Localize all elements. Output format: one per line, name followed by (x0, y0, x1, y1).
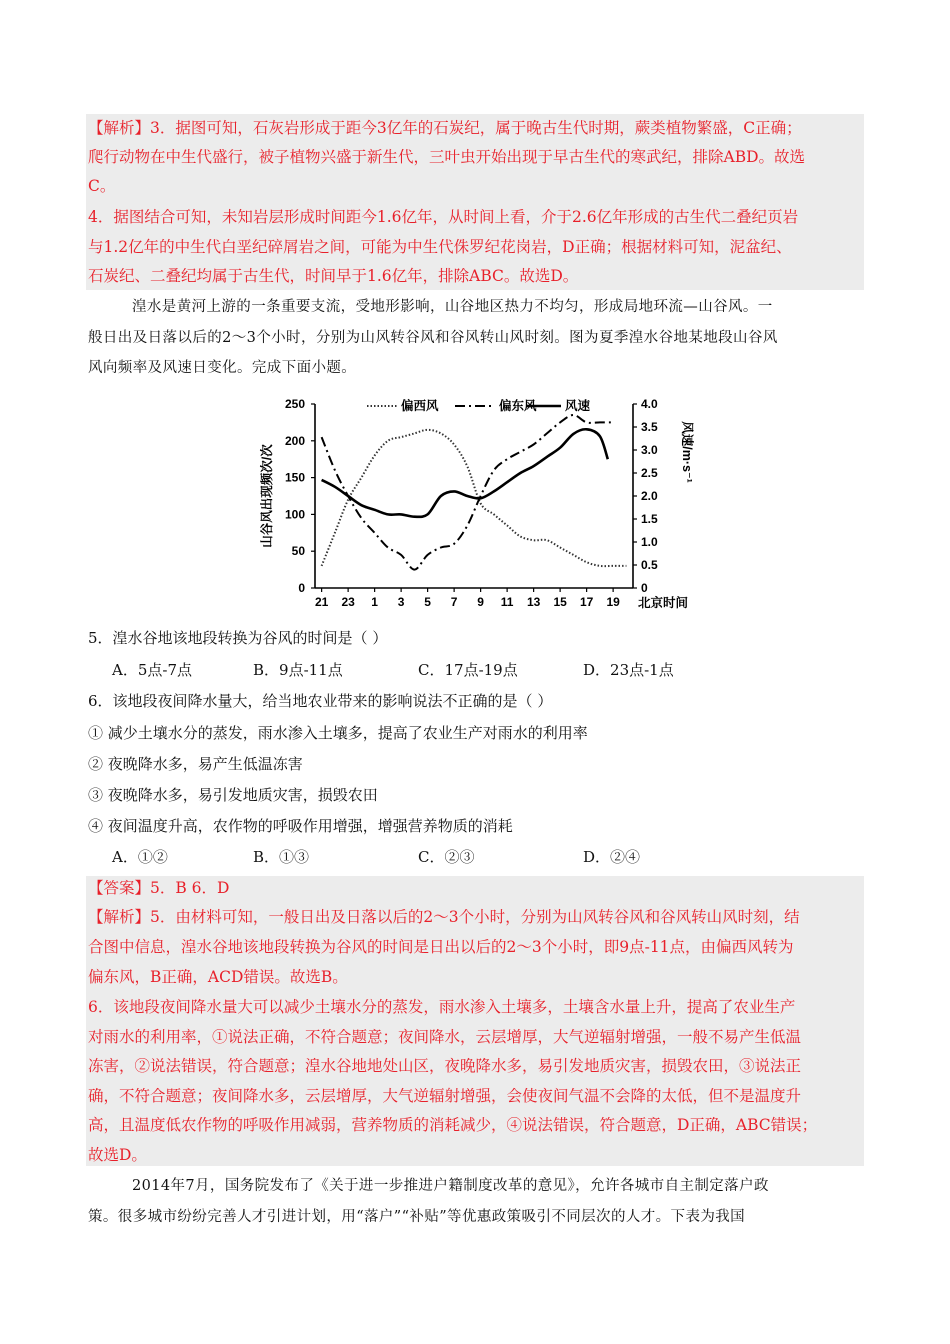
question-5-option-b[interactable]: B．9点-11点 (253, 661, 343, 679)
chart-series (322, 415, 627, 570)
analysis-line: 【解析】5．由材料可知，一般日出及日落以后的2～3个小时，分别为山风转谷风和谷风转山风时刻，结 (88, 908, 800, 926)
passage-line: 2014年7月，国务院发布了《关于进一步推进户籍制度改革的意见》，允许各城市自主制定落户政 (132, 1178, 769, 1194)
y-tick-label-left: 0 (298, 581, 305, 595)
x-tick-label: 1 (371, 595, 378, 609)
analysis-line: 爬行动物在中生代盛行，被子植物兴盛于新生代，三叶虫开始出现于早古生代的寒武纪，排除ABD。故选 (88, 148, 806, 166)
question-6-option-d[interactable]: D．②④ (583, 848, 641, 866)
y-tick-label-right: 4.0 (641, 397, 658, 411)
analysis-line: 与1.2亿年的中生代白垩纪碎屑岩之间，可能为中生代侏罗纪花岗岩，D正确；根据材料可知，泥盆纪、 (88, 238, 792, 256)
analysis-block-1 (86, 114, 864, 290)
y-tick-label-right: 1.0 (641, 535, 658, 549)
passage-line: 般日出及日落以后的2～3个小时，分别为山风转谷风和谷风转山风时刻。图为夏季湟水谷地某地段山谷风 (88, 330, 778, 346)
y-axis-label-right: 风速/m·s⁻¹ (680, 421, 694, 483)
y-tick-label-left: 100 (284, 507, 305, 522)
y-tick-label-left: 150 (284, 470, 305, 485)
question-5-stem: 5．湟水谷地该地段转换为谷风的时间是（ ） (88, 629, 388, 647)
y-tick-label-right: 2.0 (641, 489, 658, 503)
x-tick-label: 23 (341, 595, 355, 609)
question-6-option-a[interactable]: A．①② (112, 848, 168, 866)
question-6-stem: 6．该地段夜间降水量大，给当地农业带来的影响说法不正确的是（ ） (88, 692, 553, 710)
question-6-statement: ① 减少土壤水分的蒸发，雨水渗入土壤多，提高了农业生产对雨水的利用率 (88, 724, 588, 742)
y-axis-label-left: 山谷风出现频次/次 (260, 444, 274, 548)
question-5-option-d[interactable]: D．23点-1点 (583, 661, 674, 679)
analysis-line: 合图中信息，湟水谷地该地段转换为谷风的时间是日出以后的2～3个小时，即9点-11点，由偏西风转为 (88, 938, 794, 956)
y-tick-label-right: 2.5 (641, 466, 658, 480)
y-tick-label-left: 250 (284, 397, 305, 411)
analysis-line: 高，且温度低农作物的呼吸作用减弱，营养物质的消耗减少，④说法错误，符合题意，D正确，ABC错误； (88, 1116, 818, 1134)
analysis-line: 6．该地段夜间降水量大可以减少土壤水分的蒸发，雨水渗入土壤多，土壤含水量上升，提高了农业生产 (88, 998, 796, 1016)
analysis-line: 对雨水的利用率，①说法正确，不符合题意；夜间降水，云层增厚，大气逆辐射增强，一般不易产生低温 (88, 1028, 802, 1046)
x-axis-label: 北京时间 (637, 596, 689, 610)
analysis-line: 故选D。 (88, 1146, 147, 1164)
question-6-statement: ③ 夜晚降水多，易引发地质灾害，损毁农田 (88, 786, 378, 804)
passage-line: 湟水是黄河上游的一条重要支流，受地形影响，山谷地区热力不均匀，形成局地环流—山谷风。一 (132, 299, 773, 315)
y-tick-label-right: 0 (641, 581, 648, 595)
analysis-line: 冻害，②说法错误，符合题意；湟水谷地地处山区，夜晚降水多，易引发地质灾害，损毁农田，③说法正 (88, 1057, 802, 1075)
y-tick-label-right: 0.5 (641, 558, 658, 572)
x-tick-label: 9 (477, 595, 484, 609)
y-tick-label-left: 50 (291, 544, 305, 559)
x-tick-label: 3 (397, 595, 405, 609)
x-tick-label: 17 (579, 595, 594, 609)
question-5-option-c[interactable]: C．17点-19点 (418, 661, 518, 679)
y-tick-label-right: 3.0 (641, 443, 658, 457)
y-tick-label-right: 1.5 (641, 512, 658, 526)
analysis-line: 偏东风，B正确，ACD错误。故选B。 (88, 968, 348, 986)
x-tick-label: 7 (450, 595, 458, 609)
x-tick-label: 5 (424, 595, 431, 609)
analysis-line: 【解析】3．据图可知，石灰岩形成于距今3亿年的石炭纪，属于晚古生代时期，蕨类植物繁盛，C正确； (88, 119, 802, 137)
y-tick-label-right: 3.5 (641, 420, 658, 434)
question-6-statement: ② 夜晚降水多，易产生低温冻害 (88, 755, 303, 773)
passage-line: 风向频率及风速日变化。完成下面小题。 (88, 360, 357, 376)
question-6-option-b[interactable]: B．①③ (253, 848, 310, 866)
analysis-line: 确，不符合题意；夜间降水多，云层增厚，大气逆辐射增强，会使夜间气温不会降的太低，但不是温度升 (88, 1087, 802, 1105)
question-5-option-a[interactable]: A．5点-7点 (112, 661, 192, 679)
x-tick-label: 19 (606, 595, 620, 609)
analysis-line: 4．据图结合可知，未知岩层形成时间距今1.6亿年，从时间上看，介于2.6亿年形成的古生代二叠纪页岩 (88, 208, 799, 226)
x-tick-label: 13 (526, 595, 541, 609)
x-tick-label: 15 (553, 595, 567, 609)
question-6-option-c[interactable]: C．②③ (418, 848, 475, 866)
y-tick-label-left: 200 (284, 433, 305, 448)
x-tick-label: 11 (500, 595, 514, 609)
analysis-line: 石炭纪、二叠纪均属于古生代，时间早于1.6亿年，排除ABC。故选D。 (88, 267, 579, 285)
answer-line: 【答案】5．B 6．D (88, 879, 230, 897)
legend-label: 偏东风 (499, 399, 537, 413)
legend-label: 风速 (565, 399, 591, 413)
legend-label: 偏西风 (401, 399, 439, 413)
analysis-line: C。 (88, 177, 116, 195)
question-6-statement: ④ 夜间温度升高，农作物的呼吸作用增强，增强营养物质的消耗 (88, 817, 513, 835)
passage-line: 策。很多城市纷纷完善人才引进计划，用“落户”“补贴”等优惠政策吸引不同层次的人才。下表为我国 (88, 1209, 746, 1225)
valley-wind-chart (255, 392, 695, 620)
x-tick-label: 21 (314, 595, 329, 609)
